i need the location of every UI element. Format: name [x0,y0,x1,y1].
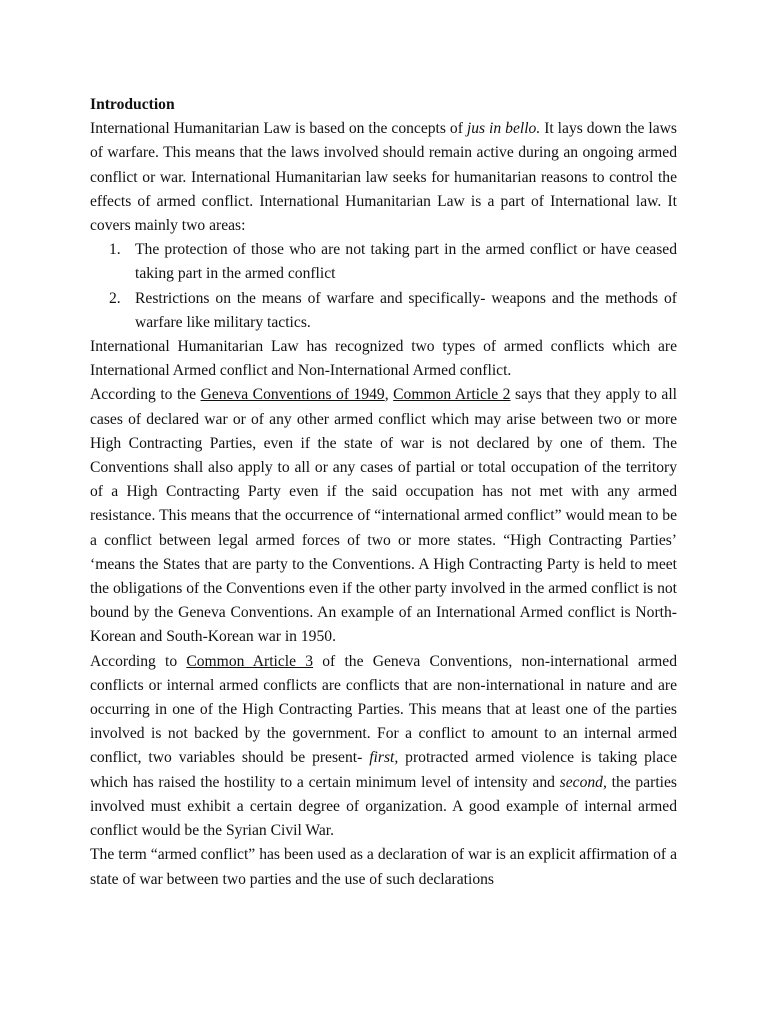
paragraph-text: According to [90,652,187,670]
numbered-list [90,238,677,335]
paragraph-text: the parties involved must exhibit a certain degree of organization. A good example of internal armed conflict would be the Syrian Civil War. [90,773,677,840]
emphasis-second: second, [559,773,607,791]
list-item-text: Restrictions on the means of warfare and specifically- weapons and the methods of warfare like military tactics. [135,289,677,331]
paragraph-armed-conflict-term: The term “armed conflict” has been used as a declaration of war is an explicit affirmation of a state of war between two parties and the use of such declarations [90,846,677,888]
list-number: 1. [109,241,121,259]
paragraph-text: According to the [90,386,201,404]
paragraph-non-international [90,650,677,844]
paragraph-conflict-types: International Humanitarian Law has recognized two types of armed conflicts which are International Armed conflict and Non-International Armed conflict. [90,338,677,380]
paragraph-text: of the Geneva Conventions, non-international armed conflicts or internal armed conflicts are conflicts that are non-international in nature and are occurring in one of the High Contracting Parties. This means that at least one of the parties involved is not backed by the government. For a conflict to amount to an internal armed conflict, two variables should be present- [90,652,678,767]
list-item [90,287,677,335]
list-number: 2. [109,289,121,307]
document-page [90,93,677,892]
paragraph-text: International Humanitarian Law is based on the concepts of [90,120,463,138]
paragraph-international: According to the Geneva Conventions of 1949, Common Article 2 says that they apply to all cases of declared war or of any other armed conflict which may arise between two or more High Contracting Parties, even if the state of war is not declared by one of them. The Conventions shall also apply to all or any cases of partial or total occupation of the territory of a High Contracting Party even if the said occupation has not met with any armed resistance. This means that the occurrence of “international armed conflict” would mean to be a conflict between legal armed forces of two or more states. “High Contracting Parties’ ‘means the States that are party to the Conventions. A High Contracting Party is held to meet the obligations of the Conventions even if the other party involved in the armed conflict is not bound by the Geneva Conventions. An example of an International Armed conflict is North-Korean and South-Korean war in 1950. [90,386,678,646]
list-item-text: The protection of those who are not taking part in the armed conflict or have ceased taking part in the armed conflict [135,241,677,283]
section-heading: Introduction [90,96,175,113]
paragraph-intro [90,117,677,238]
list-item [90,238,677,286]
paragraph-text: says that they apply to all cases of declared war or of any other armed conflict which may arise between two or more High Contracting Parties, even if the state of war is not declared by one of them. The Conventions shall also apply to all or any cases of partial or total occupation of the territory of a High Contracting Party even if the said occupation has not met with any armed resistance. This means that the occurrence of “international armed conflict” would mean to be a conflict between legal armed forces of two or more states. “High Contracting Parties’ ‘means the States that are party to the Conventions. A High Contracting Party is held to meet the obligations of the Conventions even if the other party involved in the armed conflict is not bound by the Geneva Conventions. An example of an International Armed conflict is North-Korean and South-Korean war in 1950. [90,386,678,646]
paragraph-text: It lays down the laws of warfare. This means that the laws involved should remain active during an ongoing armed conflict or war. International Humanitarian law seeks for humanitarian reasons to control the effects of armed conflict. International Humanitarian Law is a part of International law. It covers mainly two areas: [90,120,677,235]
paragraph-text: protracted armed violence is taking place which has raised the hostility to a certain minimum level of intensity and [90,749,677,791]
latin-term: jus in bello. [466,120,541,138]
geneva-conventions-link[interactable]: Geneva Conventions of 1949 [200,386,385,404]
common-article-3-link[interactable]: Common Article 3 [186,652,314,670]
common-article-2-link[interactable]: Common Article 2 [393,386,511,404]
emphasis-first: first, [369,749,399,767]
